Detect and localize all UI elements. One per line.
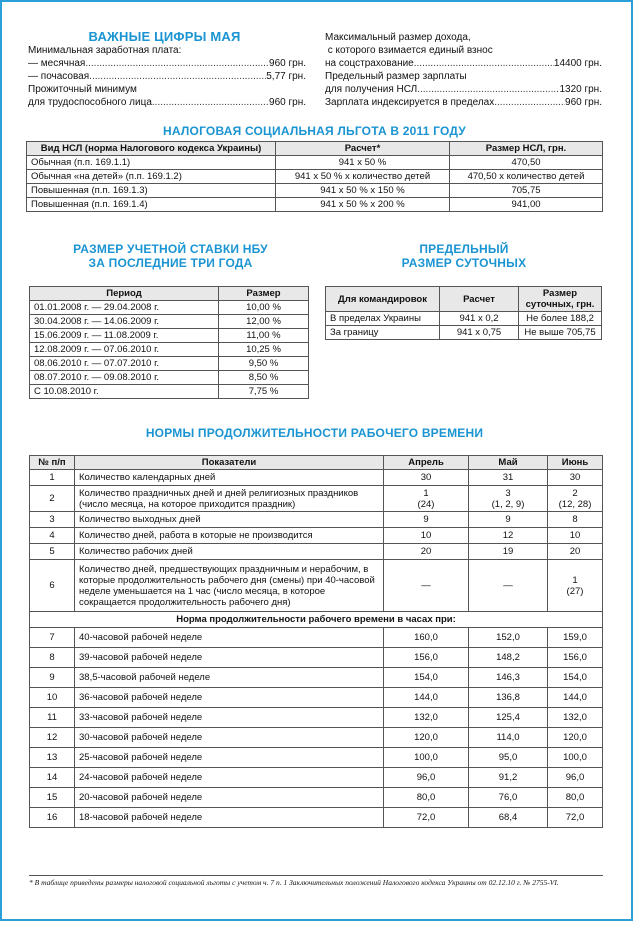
daily-cell: Не выше 705,75 bbox=[519, 326, 602, 340]
daily-title-line2: РАЗМЕР СУТОЧНЫХ bbox=[401, 256, 527, 270]
norms-row bbox=[30, 628, 603, 648]
nbu-row bbox=[30, 315, 309, 329]
footnote: * В таблице приведены размеры налоговой социальной льготы с учетом ч. 7 п. 1 Заключительных положений Налогового кодекса Украины от 02.12.10 г. № 2755-VI. bbox=[29, 875, 603, 887]
norms-col-n: № п/п bbox=[30, 456, 75, 470]
norms-value-apr: 120,0 bbox=[384, 728, 469, 748]
nbu-row bbox=[30, 329, 309, 343]
norms-row bbox=[30, 486, 603, 512]
nsl-col-type: Вид НСЛ (норма Налогового кодекса Украины) bbox=[27, 142, 276, 156]
daily-cell: 941 x 0,75 bbox=[440, 326, 519, 340]
norms-row-label: Количество дней, предшествующих праздничным и нерабочим, в которые продолжительность рабочего дня (смены) при 40-часовой неделе уменьшается на 1 час (число месяца, в которое сокращается продолжительность рабочего дня) bbox=[75, 560, 384, 612]
nbu-row bbox=[30, 301, 309, 315]
nsl-cell: 470,50 bbox=[450, 156, 603, 170]
kf-left-1-label: — месячная bbox=[28, 58, 86, 69]
norms-table bbox=[29, 455, 603, 828]
kf-right-4-value: 1320 грн. bbox=[559, 84, 602, 95]
nbu-cell: 12.08.2009 г. — 07.06.2010 г. bbox=[30, 343, 219, 357]
norms-value-may: 136,8 bbox=[469, 688, 548, 708]
nbu-row bbox=[30, 343, 309, 357]
norms-value-jun: 80,0 bbox=[548, 788, 603, 808]
norms-row-number: 2 bbox=[30, 486, 75, 512]
norms-subheader-row bbox=[30, 612, 603, 628]
norms-value-apr: 72,0 bbox=[384, 808, 469, 828]
nsl-cell: 705,75 bbox=[450, 184, 603, 198]
norms-subheader: Норма продолжительности рабочего времени в часах при: bbox=[30, 612, 603, 628]
norms-value-jun: 2 (12, 28) bbox=[548, 486, 603, 512]
nbu-cell: 30.04.2008 г. — 14.06.2009 г. bbox=[30, 315, 219, 329]
nbu-cell: 7,75 % bbox=[219, 385, 309, 399]
norms-row-number: 4 bbox=[30, 528, 75, 544]
nbu-cell: 11,00 % bbox=[219, 329, 309, 343]
norms-row bbox=[30, 768, 603, 788]
nbu-cell: 10,00 % bbox=[219, 301, 309, 315]
norms-value-jun: 1 (27) bbox=[548, 560, 603, 612]
kf-left-1-value: 960 грн. bbox=[269, 58, 306, 69]
norms-value-may: 68,4 bbox=[469, 808, 548, 828]
norms-row-number: 15 bbox=[30, 788, 75, 808]
norms-value-apr: 156,0 bbox=[384, 648, 469, 668]
kf-right-1 bbox=[325, 44, 602, 57]
nbu-col-period: Период bbox=[30, 287, 219, 301]
norms-row-label: 38,5-часовой рабочей неделе bbox=[75, 668, 384, 688]
kf-left-3-label: Прожиточный минимум bbox=[28, 84, 137, 95]
norms-row-number: 5 bbox=[30, 544, 75, 560]
nsl-cell: 941 x 50 % x количество детей bbox=[276, 170, 450, 184]
nbu-row bbox=[30, 385, 309, 399]
norms-row bbox=[30, 808, 603, 828]
daily-title-line1: ПРЕДЕЛЬНЫЙ bbox=[419, 242, 509, 256]
norms-title: НОРМЫ ПРОДОЛЖИТЕЛЬНОСТИ РАБОЧЕГО ВРЕМЕНИ bbox=[145, 426, 484, 440]
nsl-cell: 941 x 50 % x 200 % bbox=[276, 198, 450, 212]
daily-title bbox=[325, 242, 603, 270]
daily-row bbox=[326, 326, 602, 340]
norms-row bbox=[30, 788, 603, 808]
norms-value-may: 76,0 bbox=[469, 788, 548, 808]
norms-value-apr: 1 (24) bbox=[384, 486, 469, 512]
norms-value-apr: — bbox=[384, 560, 469, 612]
norms-value-may: 95,0 bbox=[469, 748, 548, 768]
daily-col-calc: Расчет bbox=[440, 287, 519, 312]
nbu-cell: 15.06.2009 г. — 11.08.2009 г. bbox=[30, 329, 219, 343]
kf-right-2-label: на соцстрахование bbox=[325, 58, 414, 69]
kf-left-4 bbox=[28, 96, 306, 109]
norms-value-may: 146,3 bbox=[469, 668, 548, 688]
daily-col-trip: Для командировок bbox=[326, 287, 440, 312]
norms-row-label: 20-часовой рабочей неделе bbox=[75, 788, 384, 808]
norms-value-may: 148,2 bbox=[469, 648, 548, 668]
norms-value-apr: 160,0 bbox=[384, 628, 469, 648]
norms-row-label: 36-часовой рабочей неделе bbox=[75, 688, 384, 708]
nbu-cell: С 10.08.2010 г. bbox=[30, 385, 219, 399]
norms-value-jun: 96,0 bbox=[548, 768, 603, 788]
norms-value-may: 114,0 bbox=[469, 728, 548, 748]
norms-row-label: 24-часовой рабочей неделе bbox=[75, 768, 384, 788]
daily-cell: Не более 188,2 bbox=[519, 312, 602, 326]
norms-value-apr: 96,0 bbox=[384, 768, 469, 788]
norms-row-number: 9 bbox=[30, 668, 75, 688]
nsl-row bbox=[27, 156, 603, 170]
nbu-header-row bbox=[30, 287, 309, 301]
kf-right-2-value: 14400 грн. bbox=[553, 58, 602, 69]
key-figures-left bbox=[28, 44, 306, 109]
norms-value-jun: 154,0 bbox=[548, 668, 603, 688]
daily-header-row bbox=[326, 287, 602, 312]
norms-row-label: Количество календарных дней bbox=[75, 470, 384, 486]
nsl-cell: Повышенная (п.п. 169.1.3) bbox=[27, 184, 276, 198]
nbu-cell: 10,25 % bbox=[219, 343, 309, 357]
norms-row-number: 12 bbox=[30, 728, 75, 748]
norms-value-apr: 154,0 bbox=[384, 668, 469, 688]
norms-row bbox=[30, 688, 603, 708]
daily-cell: За границу bbox=[326, 326, 440, 340]
norms-value-jun: 72,0 bbox=[548, 808, 603, 828]
norms-value-jun: 20 bbox=[548, 544, 603, 560]
norms-row-number: 16 bbox=[30, 808, 75, 828]
norms-value-apr: 132,0 bbox=[384, 708, 469, 728]
norms-value-may: 125,4 bbox=[469, 708, 548, 728]
norms-value-jun: 100,0 bbox=[548, 748, 603, 768]
norms-value-jun: 159,0 bbox=[548, 628, 603, 648]
kf-right-4 bbox=[325, 83, 602, 96]
norms-value-apr: 10 bbox=[384, 528, 469, 544]
nbu-table bbox=[29, 286, 309, 399]
nsl-cell: 941,00 bbox=[450, 198, 603, 212]
kf-left-0-label: Минимальная заработная плата: bbox=[28, 45, 182, 56]
kf-right-0 bbox=[325, 31, 602, 44]
norms-value-may: 91,2 bbox=[469, 768, 548, 788]
norms-body bbox=[30, 470, 603, 828]
norms-row-number: 11 bbox=[30, 708, 75, 728]
kf-right-5 bbox=[325, 96, 602, 109]
nbu-row bbox=[30, 371, 309, 385]
nsl-table bbox=[26, 141, 603, 212]
norms-value-jun: 156,0 bbox=[548, 648, 603, 668]
kf-right-5-value: 960 грн. bbox=[565, 97, 602, 108]
nsl-cell: Обычная (п.п. 169.1.1) bbox=[27, 156, 276, 170]
kf-right-1-label: с которого взимается единый взнос bbox=[325, 45, 493, 56]
kf-right-4-label: для получения НСЛ bbox=[325, 84, 418, 95]
kf-right-2 bbox=[325, 57, 602, 70]
norms-row bbox=[30, 470, 603, 486]
nsl-cell: Повышенная (п.п. 169.1.4) bbox=[27, 198, 276, 212]
norms-value-apr: 9 bbox=[384, 512, 469, 528]
kf-left-2 bbox=[28, 70, 306, 83]
norms-value-apr: 80,0 bbox=[384, 788, 469, 808]
nbu-cell: 08.06.2010 г. — 07.07.2010 г. bbox=[30, 357, 219, 371]
kf-left-2-value: 5,77 грн. bbox=[266, 71, 306, 82]
norms-row-number: 10 bbox=[30, 688, 75, 708]
norms-row bbox=[30, 728, 603, 748]
nbu-cell: 9,50 % bbox=[219, 357, 309, 371]
norms-row-number: 7 bbox=[30, 628, 75, 648]
norms-row-label: 25-часовой рабочей неделе bbox=[75, 748, 384, 768]
norms-row-number: 3 bbox=[30, 512, 75, 528]
norms-row bbox=[30, 512, 603, 528]
nbu-cell: 01.01.2008 г. — 29.04.2008 г. bbox=[30, 301, 219, 315]
nbu-cell: 12,00 % bbox=[219, 315, 309, 329]
norms-row-number: 6 bbox=[30, 560, 75, 612]
nbu-title-line1: РАЗМЕР УЧЕТНОЙ СТАВКИ НБУ bbox=[73, 242, 268, 256]
norms-value-may: 152,0 bbox=[469, 628, 548, 648]
norms-row-number: 13 bbox=[30, 748, 75, 768]
norms-value-may: 31 bbox=[469, 470, 548, 486]
kf-right-5-label: Зарплата индексируется в пределах bbox=[325, 97, 495, 108]
norms-col-may: Май bbox=[469, 456, 548, 470]
norms-row-label: 30-часовой рабочей неделе bbox=[75, 728, 384, 748]
nbu-cell: 08.07.2010 г. — 09.08.2010 г. bbox=[30, 371, 219, 385]
norms-row bbox=[30, 708, 603, 728]
nbu-row bbox=[30, 357, 309, 371]
daily-table bbox=[325, 286, 602, 340]
nsl-header-row bbox=[27, 142, 603, 156]
nsl-row bbox=[27, 184, 603, 198]
norms-value-jun: 132,0 bbox=[548, 708, 603, 728]
kf-left-4-value: 960 грн. bbox=[269, 97, 306, 108]
norms-row-label: 39-часовой рабочей неделе bbox=[75, 648, 384, 668]
norms-row bbox=[30, 528, 603, 544]
kf-left-0 bbox=[28, 44, 306, 57]
kf-left-4-label: для трудоспособного лица bbox=[28, 97, 152, 108]
daily-cell: 941 x 0,2 bbox=[440, 312, 519, 326]
norms-col-jun: Июнь bbox=[548, 456, 603, 470]
kf-right-3 bbox=[325, 70, 602, 83]
nbu-cell: 8,50 % bbox=[219, 371, 309, 385]
norms-row-number: 1 bbox=[30, 470, 75, 486]
norms-row-number: 8 bbox=[30, 648, 75, 668]
norms-row-label: 18-часовой рабочей неделе bbox=[75, 808, 384, 828]
norms-value-may: — bbox=[469, 560, 548, 612]
norms-value-jun: 144,0 bbox=[548, 688, 603, 708]
norms-row bbox=[30, 648, 603, 668]
norms-row bbox=[30, 668, 603, 688]
kf-right-3-label: Предельный размер зарплаты bbox=[325, 71, 467, 82]
kf-right-0-label: Максимальный размер дохода, bbox=[325, 32, 471, 43]
norms-row-label: Количество выходных дней bbox=[75, 512, 384, 528]
norms-value-may: 19 bbox=[469, 544, 548, 560]
nsl-row bbox=[27, 198, 603, 212]
norms-row bbox=[30, 748, 603, 768]
norms-value-jun: 120,0 bbox=[548, 728, 603, 748]
daily-cell: В пределах Украины bbox=[326, 312, 440, 326]
kf-left-1 bbox=[28, 57, 306, 70]
nbu-title bbox=[28, 242, 313, 270]
nsl-cell: 941 x 50 % bbox=[276, 156, 450, 170]
norms-row-label: Количество праздничных дней и дней религиозных праздников (число месяца, на которое приходится праздник) bbox=[75, 486, 384, 512]
daily-col-amount-line2: суточных, грн. bbox=[525, 299, 595, 310]
norms-row-label: 33-часовой рабочей неделе bbox=[75, 708, 384, 728]
key-figures-title: ВАЖНЫЕ ЦИФРЫ МАЯ bbox=[88, 29, 241, 44]
nsl-cell: Обычная «на детей» (п.п. 169.1.2) bbox=[27, 170, 276, 184]
norms-value-apr: 144,0 bbox=[384, 688, 469, 708]
norms-value-jun: 8 bbox=[548, 512, 603, 528]
daily-col-amount-line1: Размер bbox=[542, 288, 578, 299]
norms-row-label: Количество дней, работа в которые не производится bbox=[75, 528, 384, 544]
kf-left-2-label: — почасовая bbox=[28, 71, 90, 82]
nsl-col-amount: Размер НСЛ, грн. bbox=[450, 142, 603, 156]
norms-value-apr: 30 bbox=[384, 470, 469, 486]
daily-row bbox=[326, 312, 602, 326]
nsl-title: НАЛОГОВАЯ СОЦИАЛЬНАЯ ЛЬГОТА В 2011 ГОДУ bbox=[163, 124, 466, 138]
norms-value-may: 3 (1, 2, 9) bbox=[469, 486, 548, 512]
norms-header-row bbox=[30, 456, 603, 470]
norms-value-jun: 10 bbox=[548, 528, 603, 544]
kf-left-3 bbox=[28, 83, 306, 96]
nsl-row bbox=[27, 170, 603, 184]
norms-row-number: 14 bbox=[30, 768, 75, 788]
daily-col-amount bbox=[519, 287, 602, 312]
nsl-cell: 941 x 50 % x 150 % bbox=[276, 184, 450, 198]
norms-value-may: 9 bbox=[469, 512, 548, 528]
nbu-col-rate: Размер bbox=[219, 287, 309, 301]
norms-value-jun: 30 bbox=[548, 470, 603, 486]
key-figures-right bbox=[325, 31, 602, 109]
norms-row-label: Количество рабочих дней bbox=[75, 544, 384, 560]
norms-row bbox=[30, 544, 603, 560]
norms-row bbox=[30, 560, 603, 612]
norms-col-label: Показатели bbox=[75, 456, 384, 470]
norms-col-apr: Апрель bbox=[384, 456, 469, 470]
norms-value-apr: 20 bbox=[384, 544, 469, 560]
norms-row-label: 40-часовой рабочей неделе bbox=[75, 628, 384, 648]
norms-value-may: 12 bbox=[469, 528, 548, 544]
nsl-cell: 470,50 x количество детей bbox=[450, 170, 603, 184]
nbu-title-line2: ЗА ПОСЛЕДНИЕ ТРИ ГОДА bbox=[88, 256, 253, 270]
norms-value-apr: 100,0 bbox=[384, 748, 469, 768]
nsl-col-calc: Расчет* bbox=[276, 142, 450, 156]
